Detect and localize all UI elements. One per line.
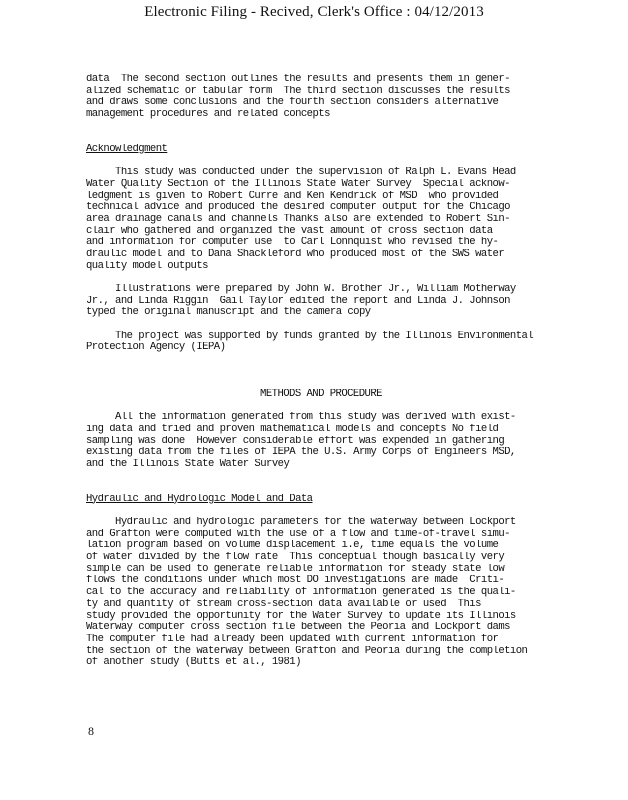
text-line: cal to the accuracy and reliability of information generated is the quali-: [86, 587, 516, 599]
text-line: flows the conditions under which most DO investigations are made Criti-: [86, 575, 505, 587]
text-line: ty and quantity of stream cross-section data available or used This: [86, 598, 481, 610]
document-body: [86, 74, 556, 669]
text-line: and the Illinois State Water Survey: [86, 458, 290, 470]
text-line: alized schematic or tabular form The third section discusses the results: [86, 85, 510, 97]
intro-paragraph: [86, 74, 556, 121]
text-line: ing data and tried and proven mathematical models and concepts No field: [86, 423, 499, 435]
methods-heading: METHODS AND PROCEDURE: [260, 388, 382, 400]
text-line: ledgment is given to Robert Curre and Ken Kendrick of MSD who provided: [86, 190, 499, 202]
acknowledgment-heading: Acknowledgment: [86, 143, 168, 155]
text-line: Hydraulic and hydrologic parameters for the waterway between Lockport: [86, 517, 516, 528]
methods-paragraph: [86, 412, 556, 470]
text-line: study provided the opportunity for the Water Survey to update its Illinois: [86, 610, 516, 622]
text-line: of another study (Butts et al., 1981): [86, 657, 301, 669]
text-line: simple can be used to generate reliable information for steady state low: [86, 563, 505, 575]
text-line: draulic model and to Dana Shackleford who produced most of the SWS water: [86, 248, 505, 260]
acknowledgment-paragraph-1: [86, 167, 556, 272]
text-line: The project was supported by funds granted by the Illinois Environmental: [86, 330, 534, 342]
text-line: All the information generated from this study was derived with exist-: [86, 412, 516, 424]
text-line: and information for computer use to Carl Lonnquist who revised the hy-: [86, 237, 499, 249]
text-line: Waterway computer cross section file between the Peoria and Lockport dams: [86, 622, 510, 634]
text-line: Jr., and Linda Riggin Gail Taylor edited the report and Linda J. Johnson: [86, 295, 510, 307]
text-line: management procedures and related concepts: [86, 109, 330, 121]
text-line: Illustrations were prepared by John W. Brother Jr., William Motherway: [86, 284, 516, 295]
text-line: technical advice and produced the desired computer output for the Chicago: [86, 202, 510, 214]
hydraulic-paragraph: [86, 517, 556, 669]
acknowledgment-paragraph-3: [86, 331, 556, 354]
text-line: typed the original manuscript and the camera copy: [86, 307, 371, 319]
text-line: Water Quality Section of the Illinois State Water Survey Special acknow-: [86, 178, 510, 190]
text-line: the section of the waterway between Grafton and Peoria during the completion: [86, 645, 528, 657]
acknowledgment-paragraph-2: [86, 284, 556, 319]
text-line: Protection Agency (IEPA): [86, 342, 226, 354]
electronic-filing-header: Electronic Filing - Recived, Clerk's Office : 04/12/2013: [144, 4, 484, 20]
text-line: and draws some conclusions and the fourth section considers alternative: [86, 97, 499, 109]
text-line: This study was conducted under the supervision of Ralph L. Evans Head: [86, 167, 516, 179]
text-line: The computer file had already been updated with current information for: [86, 633, 499, 645]
text-line: lation program based on volume displacement i.e, time equals the volume: [86, 540, 499, 552]
text-line: of water divided by the flow rate This conceptual though basically very: [86, 552, 505, 564]
text-line: area drainage canals and channels Thanks also are extended to Robert Sin-: [86, 213, 510, 225]
text-line: clair who gathered and organized the vast amount of cross section data: [86, 225, 493, 237]
text-line: existing data from the files of IEPA the U.S. Army Corps of Engineers MSD,: [86, 447, 516, 459]
text-line: and Grafton were computed with the use of a flow and time-of-travel simu-: [86, 528, 510, 540]
hydraulic-heading: Hydraulic and Hydrologic Model and Data: [86, 493, 313, 505]
text-line: data The second section outlines the results and presents them in gener-: [86, 74, 510, 85]
text-line: sampling was done However considerable effort was expended in gathering: [86, 435, 505, 447]
text-line: quality model outputs: [86, 260, 208, 272]
page-number: 8: [88, 724, 94, 738]
